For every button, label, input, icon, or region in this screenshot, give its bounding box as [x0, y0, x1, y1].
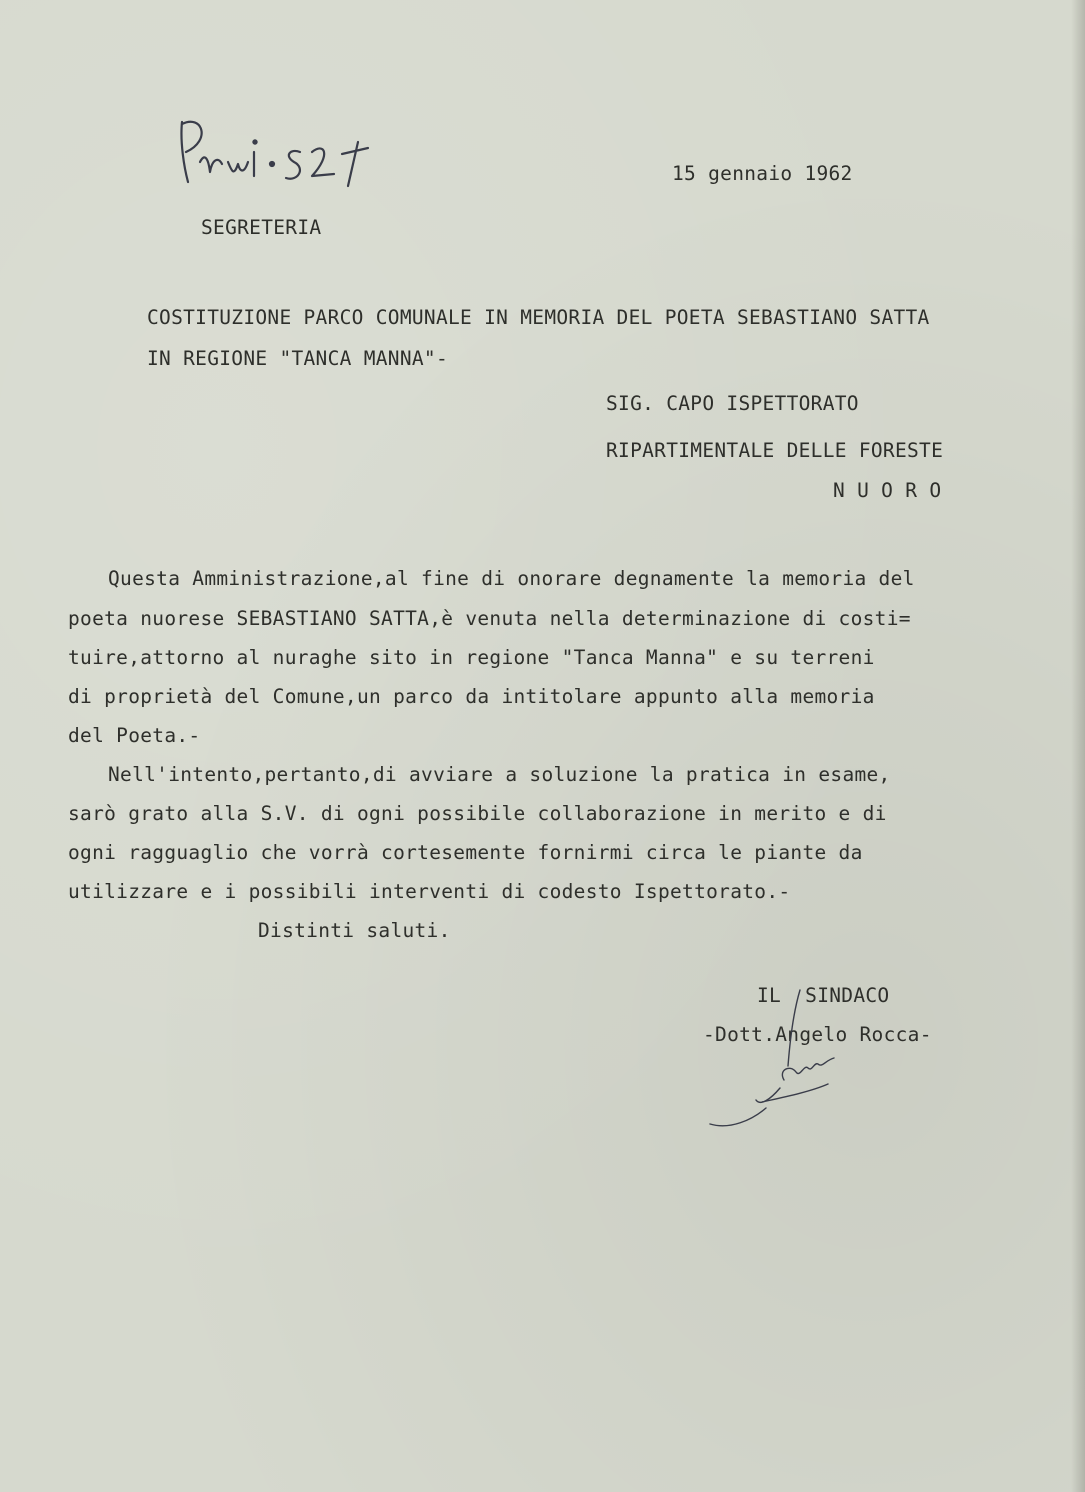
- office-heading: SEGRETERIA: [201, 216, 322, 239]
- signature-name: -Dott.Angelo Rocca-: [703, 1023, 932, 1046]
- signature-title: IL SINDACO: [757, 984, 890, 1007]
- paper-edge-shadow: [1071, 0, 1085, 1492]
- body-line: poeta nuorese SEBASTIANO SATTA,è venuta nella determinazione di costi=: [68, 607, 911, 630]
- body-line: di proprietà del Comune,un parco da intitolare appunto alla memoria: [68, 685, 875, 708]
- body-line: Questa Amministrazione,al fine di onorare degnamente la memoria del: [108, 567, 915, 590]
- recipient-city: N U O R O: [833, 479, 942, 502]
- body-line: tuire,attorno al nuraghe sito in regione "Tanca Manna" e su terreni: [68, 646, 875, 669]
- letter-date: 15 gennaio 1962: [672, 162, 853, 185]
- body-line: sarò grato alla S.V. di ogni possibile collaborazione in merito e di: [68, 802, 887, 825]
- subject-line: COSTITUZIONE PARCO COMUNALE IN MEMORIA DEL POETA SEBASTIANO SATTA: [147, 306, 930, 329]
- subject-line: IN REGIONE "TANCA MANNA"-: [147, 347, 448, 370]
- handwritten-protocol-note: [172, 112, 392, 192]
- body-line: ogni ragguaglio che vorrà cortesemente fornirmi circa le piante da: [68, 841, 863, 864]
- recipient-line: SIG. CAPO ISPETTORATO: [606, 392, 859, 415]
- body-line: utilizzare e i possibili interventi di codesto Ispettorato.-: [68, 880, 791, 903]
- recipient-line: RIPARTIMENTALE DELLE FORESTE: [606, 439, 944, 462]
- handwritten-signature: [700, 980, 860, 1140]
- body-line: del Poeta.-: [68, 724, 201, 747]
- closing-salutation: Distinti saluti.: [258, 919, 451, 942]
- body-line: Nell'intento,pertanto,di avviare a soluzione la pratica in esame,: [108, 763, 891, 786]
